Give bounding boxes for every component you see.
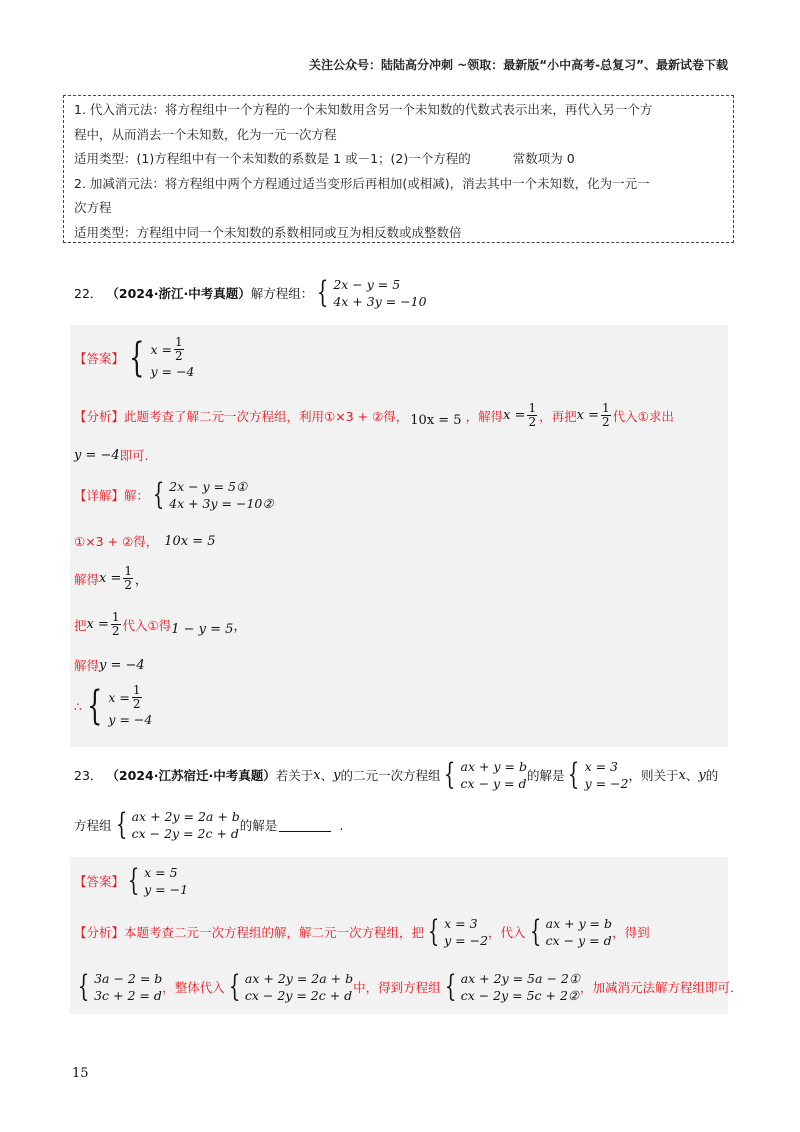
q23-analysis-cont: { 3a − 2 = b 3c + 2 = d ，整体代入 { ax + 2y = 2a + b cx − 2y = 2c + d 中，得到方程组 { ax + 2y = 5a − 2① cx − 2y = 5c + 2② ，加减消元法解方程组即可． [77,969,743,1004]
question-source: （2024·浙江·中考真题） [106,286,251,301]
q22-analysis: 【分析】 此题考查了解二元一次方程组，利用①×3 + ②得， 10x = 5 ，解得 x = $\frac{1}{2}$ ，再把 x = $\frac{1}{2}$ 代入①求出 [74,401,674,429]
q22-final: ∴ { x = $\frac{1}{2}$ y = −4 [74,683,153,729]
q22-step-2: 解得 x = $\frac{1}{2}$ ， [74,564,148,592]
method-line: 程中，从而消去一个未知数，化为一元一次方程 [74,126,337,142]
answer-tag: 【答案】 [74,351,125,366]
q23-stem: 23． （2024·江苏宿迁·中考真题） 若关于 x 、 y 的二元一次方程组 { ax + y = b cx − y = d 的解是 { x = 3 y = −2 ，则关于 x 、 y 的 [74,757,719,792]
q22-answer: 【答案】 { x = $\frac{1}{2}$ y = −4 [74,335,195,381]
analysis-tag: 【分析】 [74,408,125,424]
page-number: 15 [72,1066,89,1081]
method-line: 2. 加减消元法：将方程组中两个方程通过适当变形后再相加(或相减)，消去其中一个未知数，化为一元一 [74,175,650,191]
answer-tag: 【答案】 [74,874,125,889]
q22-detail: 【详解】 解： { 2x − y = 5① 4x + 3y = −10② [74,477,274,512]
q22-stem: 22． （2024·浙江·中考真题） 解方程组： { 2x − y = 5 4x + 3y = −10 [74,275,427,310]
method-line: 次方程 [74,200,112,215]
question-source: （2024·江苏宿迁·中考真题） [106,768,276,783]
q22-step-1: ①×3 + ②得， 10x = 5 [74,533,216,549]
question-number: 23． [74,768,103,783]
question-number: 22． [74,286,103,301]
analysis-tag: 【分析】 [74,925,125,940]
answer-blank [279,819,331,832]
q22-step-4: 解得 y = −4 [74,657,145,673]
q23-answer: 【答案】 { x = 5 y = −1 [74,863,189,898]
method-line: 适用类型：方程组中同一个未知数的系数相同或互为相反数或成整数倍 [74,224,462,240]
equation-system: { 2x − y = 5 4x + 3y = −10 [317,275,427,310]
q22-step-3: 把 x = $\frac{1}{2}$ 代入①得 1 − y = 5 ， [74,610,246,638]
q22-analysis-cont: y = −4 即可. [74,447,149,463]
q23-analysis: 【分析】 本题考查二元一次方程组的解，解二元一次方程组，把 { x = 3 y = −2 ，代入 { ax + y = b cx − y = d ，得到 [74,914,650,949]
detail-tag: 【详解】 [74,488,125,503]
method-summary-box [63,95,734,243]
q23-stem-cont: 方程组 { ax + 2y = 2a + b cx − 2y = 2c + d 的解是 . [74,807,344,842]
method-line: 1. 代入消元法：将方程组中一个方程的一个未知数用含另一个未知数的代数式表示出来，再代入另一个方 [74,102,653,117]
method-line: 适用类型：(1)方程组中有一个未知数的系数是 1 或－1；(2)一个方程的 常数项为 0 [74,151,575,166]
page-header: 关注公众号：陆陆高分冲刺 ~领取：最新版“小中高考-总复习”、最新试卷下载 [309,58,728,72]
